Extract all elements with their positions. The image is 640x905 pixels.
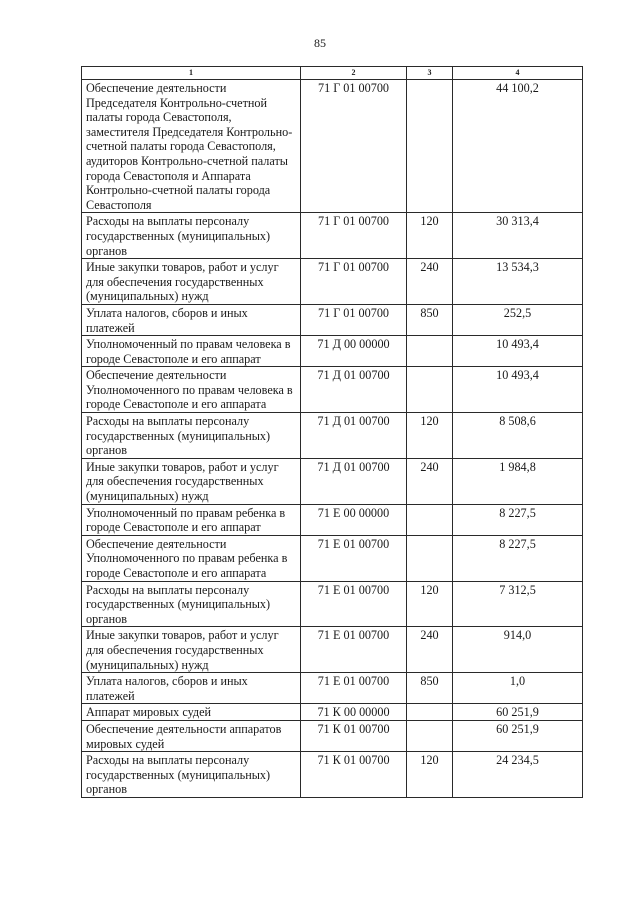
- cell-name: Обеспечение деятельности Председателя Контрольно-счетной палаты города Севастополя, заместителя Председателя Контрольно-счетной палаты города Севастополя, аудиторов Контрольно-счетной палаты города Севастополя и Аппарата Контрольно-счетной палаты города Севастополя: [82, 80, 301, 213]
- cell-type: 120: [407, 752, 453, 798]
- cell-code: 71 К 01 00700: [301, 720, 407, 751]
- cell-type: 120: [407, 413, 453, 459]
- budget-table: [81, 66, 583, 798]
- column-header-name: 1: [82, 67, 301, 80]
- cell-amount: 24 234,5: [453, 752, 583, 798]
- cell-code: 71 Г 01 00700: [301, 259, 407, 305]
- cell-code: 71 Е 00 00000: [301, 504, 407, 535]
- cell-amount: 30 313,4: [453, 213, 583, 259]
- cell-type: [407, 504, 453, 535]
- cell-type: 240: [407, 259, 453, 305]
- cell-name: Уполномоченный по правам человека в городе Севастополе и его аппарат: [82, 336, 301, 367]
- cell-code: 71 Д 01 00700: [301, 413, 407, 459]
- cell-amount: 8 227,5: [453, 535, 583, 581]
- table-row: [82, 535, 583, 581]
- cell-type: 240: [407, 458, 453, 504]
- table-row: [82, 627, 583, 673]
- table-row: [82, 673, 583, 704]
- cell-type: [407, 367, 453, 413]
- cell-name: Уплата налогов, сборов и иных платежей: [82, 673, 301, 704]
- cell-type: [407, 720, 453, 751]
- cell-name: Расходы на выплаты персоналу государственных (муниципальных) органов: [82, 213, 301, 259]
- cell-name: Иные закупки товаров, работ и услуг для обеспечения государственных (муниципальных) нужд: [82, 458, 301, 504]
- cell-type: [407, 535, 453, 581]
- cell-name: Иные закупки товаров, работ и услуг для обеспечения государственных (муниципальных) нужд: [82, 259, 301, 305]
- column-header-code: 2: [301, 67, 407, 80]
- table-row: [82, 704, 583, 721]
- cell-amount: 7 312,5: [453, 581, 583, 627]
- cell-code: 71 Д 00 00000: [301, 336, 407, 367]
- cell-name: Обеспечение деятельности аппаратов мировых судей: [82, 720, 301, 751]
- cell-type: 240: [407, 627, 453, 673]
- cell-type: 120: [407, 581, 453, 627]
- cell-type: 120: [407, 213, 453, 259]
- cell-code: 71 Е 01 00700: [301, 581, 407, 627]
- cell-code: 71 Д 01 00700: [301, 367, 407, 413]
- cell-name: Уплата налогов, сборов и иных платежей: [82, 304, 301, 335]
- table-row: [82, 304, 583, 335]
- table-row: [82, 336, 583, 367]
- cell-name: Обеспечение деятельности Уполномоченного по правам ребенка в городе Севастополе и его аппарата: [82, 535, 301, 581]
- cell-code: 71 К 01 00700: [301, 752, 407, 798]
- cell-type: 850: [407, 304, 453, 335]
- cell-name: Иные закупки товаров, работ и услуг для обеспечения государственных (муниципальных) нужд: [82, 627, 301, 673]
- column-header-amount: 4: [453, 67, 583, 80]
- cell-code: 71 Е 01 00700: [301, 535, 407, 581]
- cell-amount: 10 493,4: [453, 336, 583, 367]
- cell-amount: 1 984,8: [453, 458, 583, 504]
- cell-name: Аппарат мировых судей: [82, 704, 301, 721]
- cell-amount: 44 100,2: [453, 80, 583, 213]
- cell-amount: 13 534,3: [453, 259, 583, 305]
- table-row: [82, 752, 583, 798]
- table-row: [82, 504, 583, 535]
- cell-code: 71 Д 01 00700: [301, 458, 407, 504]
- cell-type: 850: [407, 673, 453, 704]
- cell-code: 71 Г 01 00700: [301, 80, 407, 213]
- cell-amount: 914,0: [453, 627, 583, 673]
- cell-code: 71 Е 01 00700: [301, 673, 407, 704]
- table-row: [82, 367, 583, 413]
- cell-amount: 8 227,5: [453, 504, 583, 535]
- cell-amount: 60 251,9: [453, 720, 583, 751]
- column-header-type: 3: [407, 67, 453, 80]
- cell-name: Обеспечение деятельности Уполномоченного по правам человека в городе Севастополе и его аппарата: [82, 367, 301, 413]
- cell-name: Расходы на выплаты персоналу государственных (муниципальных) органов: [82, 413, 301, 459]
- cell-code: 71 Г 01 00700: [301, 304, 407, 335]
- table-row: [82, 720, 583, 751]
- cell-type: [407, 80, 453, 213]
- table-row: [82, 80, 583, 213]
- cell-code: 71 К 00 00000: [301, 704, 407, 721]
- cell-code: 71 Г 01 00700: [301, 213, 407, 259]
- cell-type: [407, 336, 453, 367]
- table-row: [82, 458, 583, 504]
- cell-type: [407, 704, 453, 721]
- table-row: [82, 413, 583, 459]
- cell-amount: 60 251,9: [453, 704, 583, 721]
- cell-amount: 10 493,4: [453, 367, 583, 413]
- cell-code: 71 Е 01 00700: [301, 627, 407, 673]
- cell-amount: 8 508,6: [453, 413, 583, 459]
- table-row: [82, 581, 583, 627]
- cell-amount: 1,0: [453, 673, 583, 704]
- table-header-row: [82, 67, 583, 80]
- cell-amount: 252,5: [453, 304, 583, 335]
- cell-name: Расходы на выплаты персоналу государственных (муниципальных) органов: [82, 581, 301, 627]
- page-number: 85: [314, 36, 326, 50]
- table-row: [82, 259, 583, 305]
- table-row: [82, 213, 583, 259]
- cell-name: Уполномоченный по правам ребенка в городе Севастополе и его аппарат: [82, 504, 301, 535]
- cell-name: Расходы на выплаты персоналу государственных (муниципальных) органов: [82, 752, 301, 798]
